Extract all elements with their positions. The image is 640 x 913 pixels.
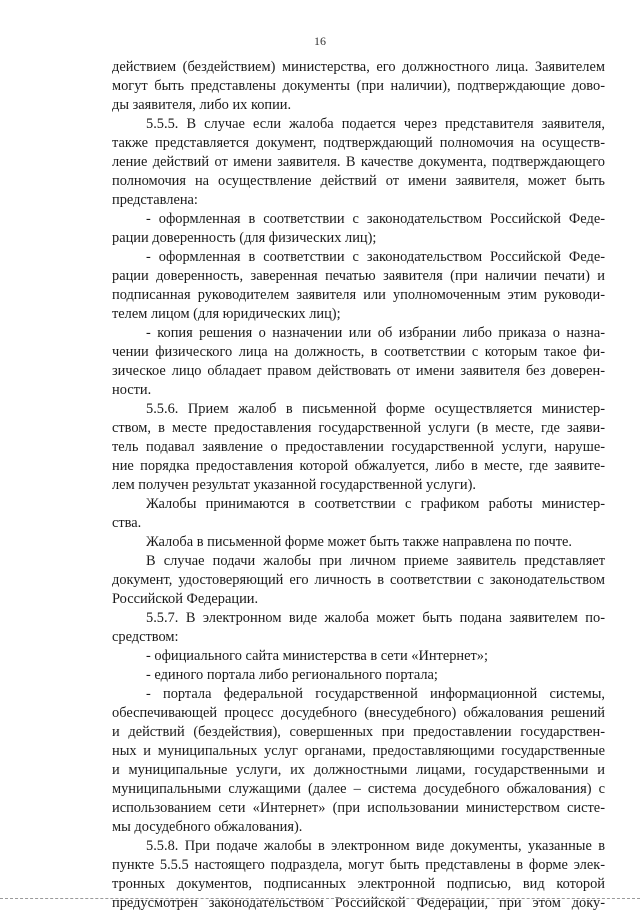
text-line: 5.5.8. При подаче жалобы в электронном виде документы, указанные в bbox=[146, 838, 605, 854]
text-line: ства. bbox=[112, 515, 142, 531]
document-body bbox=[112, 58, 605, 913]
text-line: средством: bbox=[112, 629, 179, 645]
text-line: тронных документов, подписанных электронной подписью, вид которой bbox=[112, 876, 605, 892]
text-line: ды заявителя, либо их копии. bbox=[112, 97, 292, 113]
text-line: предусмотрен законодательством Российской Федерации, при этом доку- bbox=[112, 895, 605, 911]
text-line: - копия решения о назначении или об избрании либо приказа о назна- bbox=[146, 325, 605, 341]
text-line: 5.5.6. Прием жалоб в письменной форме осуществляется министер- bbox=[146, 401, 605, 417]
text-line: могут быть представлены документы (при наличии), подтверждающие дово- bbox=[112, 78, 605, 94]
text-line: ством, в месте предоставления государственной услуги (в месте, где заяви- bbox=[112, 420, 605, 436]
text-line: и действий (бездействия), совершенных при предоставлении государствен- bbox=[112, 724, 605, 740]
text-line: - оформленная в соответствии с законодательством Российской Феде- bbox=[146, 249, 605, 265]
text-line: ных и муниципальных услуг органами, предоставляющими государственные bbox=[112, 743, 605, 759]
text-line: зическое лицо обладает правом действовать от имени заявителя без доверен- bbox=[112, 363, 605, 379]
text-line: ление действий от имени заявителя. В качестве документа, подтверждающего bbox=[112, 154, 605, 170]
text-line: подписанная руководителем заявителя или уполномоченным этим руководи- bbox=[112, 287, 605, 303]
text-line: ние порядка предоставления которой обжалуется, либо в месте, где заявите- bbox=[112, 458, 605, 474]
text-line: действием (бездействием) министерства, его должностного лица. Заявителем bbox=[112, 59, 605, 75]
text-line: Жалоба в письменной форме может быть также направлена по почте. bbox=[146, 534, 573, 550]
text-line: В случае подачи жалобы при личном приеме заявитель представляет bbox=[146, 553, 605, 569]
text-line: мы досудебного обжалования). bbox=[112, 819, 303, 835]
text-line: рации доверенность, заверенная печатью заявителя (при наличии печати) и bbox=[112, 268, 605, 284]
text-line: тель подавал заявление о предоставлении государственной услуги, наруше- bbox=[112, 439, 605, 455]
text-line: - оформленная в соответствии с законодательством Российской Феде- bbox=[146, 211, 605, 227]
text-line: ности. bbox=[112, 382, 152, 398]
text-line: телем лицом (для юридических лиц); bbox=[112, 306, 341, 322]
text-line: муниципальными служащими (далее – система досудебного обжалования) с bbox=[112, 781, 605, 797]
text-line: обеспечивающей процесс досудебного (внесудебного) обжалования решений bbox=[112, 705, 605, 721]
text-line: чении физического лица на должность, в соответствии с которым такое фи- bbox=[112, 344, 605, 360]
text-line: лем получен результат указанной государственной услуги). bbox=[112, 477, 476, 493]
page-bottom-edge bbox=[0, 898, 640, 900]
text-line: рации доверенность (для физических лиц); bbox=[112, 230, 377, 246]
text-line: использованием сети «Интернет» (при использовании министерством систе- bbox=[112, 800, 605, 816]
text-line: - официального сайта министерства в сети «Интернет»; bbox=[146, 648, 489, 664]
text-line: полномочия на осуществление действий от имени заявителя, может быть bbox=[112, 173, 605, 189]
text-line: представлена: bbox=[112, 192, 198, 208]
text-line: - портала федеральной государственной информационной системы, bbox=[146, 686, 605, 702]
text-line: 5.5.5. В случае если жалоба подается через представителя заявителя, bbox=[146, 116, 605, 132]
text-line: - единого портала либо регионального портала; bbox=[146, 667, 438, 683]
text-line: и муниципальные услуги, их должностными лицами, государственными и bbox=[112, 762, 605, 778]
text-line: Жалобы принимаются в соответствии с графиком работы министер- bbox=[146, 496, 605, 512]
text-line: 5.5.7. В электронном виде жалоба может быть подана заявителем по- bbox=[146, 610, 605, 626]
text-line: документ, удостоверяющий его личность в соответствии с законодательством bbox=[112, 572, 605, 588]
text-line: также представляется документ, подтверждающий полномочия на осуществ- bbox=[112, 135, 605, 151]
page-number: 16 bbox=[314, 34, 326, 48]
text-line: пункте 5.5.5 настоящего подраздела, могут быть представлены в форме элек- bbox=[112, 857, 605, 873]
text-line: Российской Федерации. bbox=[112, 591, 259, 607]
